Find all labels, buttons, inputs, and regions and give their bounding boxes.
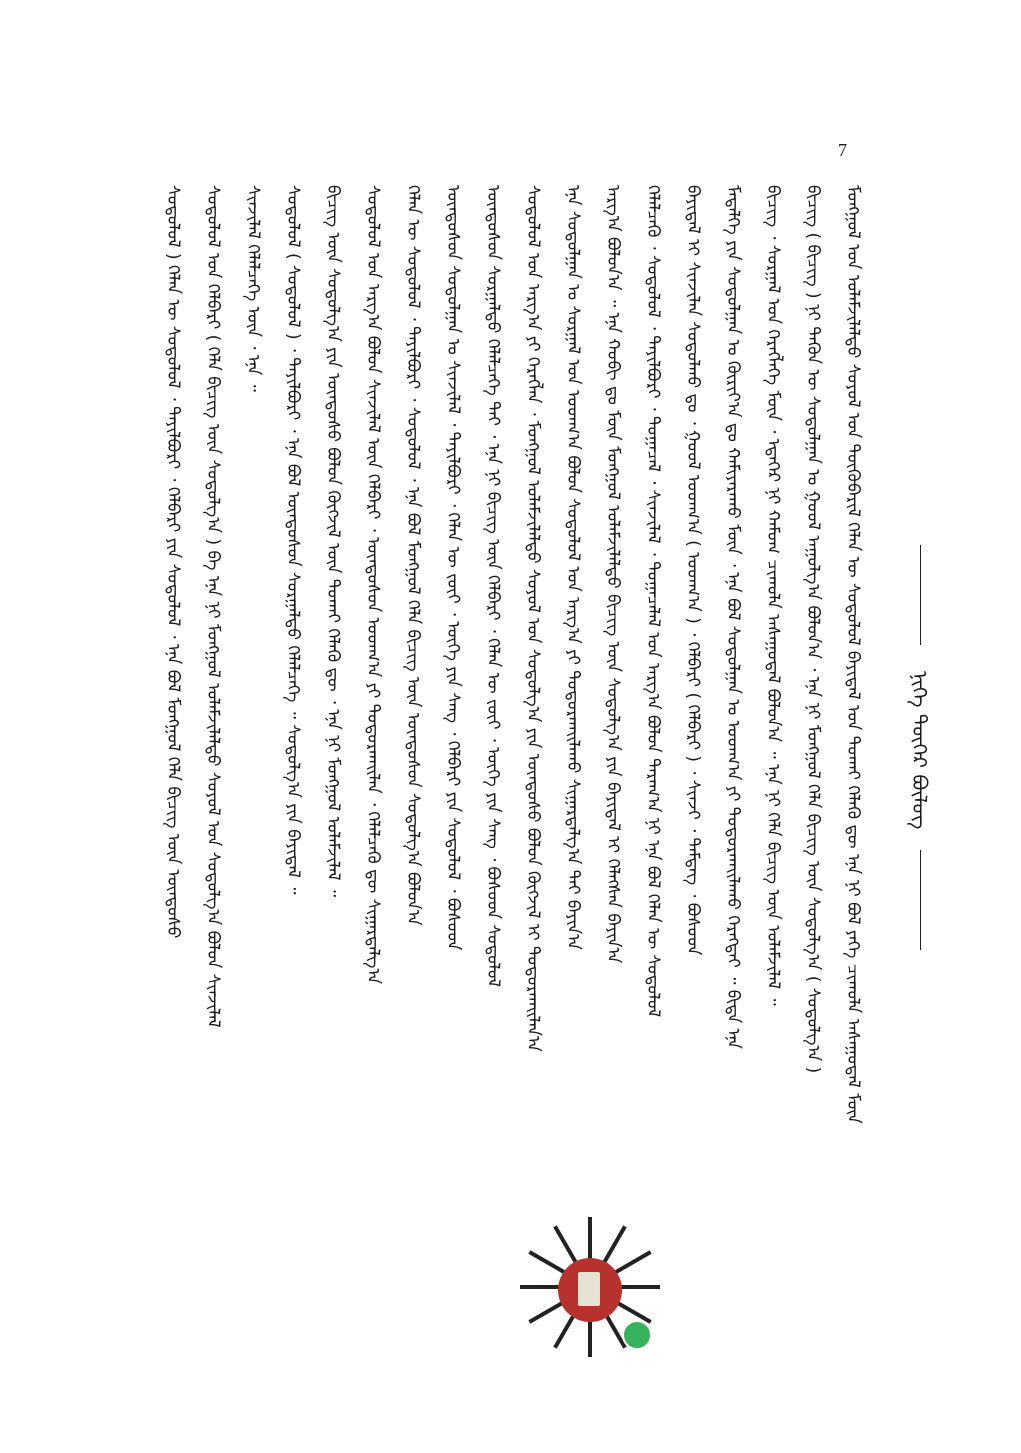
text-column [156, 185, 190, 1335]
column-text: ᠰᠤᠳᠤᠯᠤᠯ ᠤᠨ ᠠᠷᠭ᠎ᠠ ᠶᠢ ᠬᠡᠷᠡᠭᠯᠡᠨ ᠂ ᠮᠣᠩᠭᠣᠯ ᠤᠯᠠᠮᠵᠢᠯᠠᠯᠳᠤ ᠰᠤᠶᠤᠯ ᠤᠨ ᠰᠤᠳᠤᠯᠭ᠎ᠠ ᠶᠢᠨ ᠦᠨᠳᠦᠰᠦ ᠪᠣᠯᠤᠨ ᠬᠥᠭᠵᠢᠯ ᠢ ᠲᠣᠳᠣᠷᠬᠠᠢᠯᠠᠨ᠎ᠠ [523, 185, 543, 1052]
text-column [356, 185, 390, 1335]
column-text: ᠮᠡᠳᠡᠯᠭᠡ ᠶᠢᠨ ᠰᠤᠳᠤᠯᠭᠠᠨ ᠤ ᠬᠦᠷᠢᠶ᠎ᠠ ᠳᠤ ᠬᠠᠮᠢᠶᠠᠷᠠᠬᠤ ᠮᠥᠨ ᠂ ᠡᠨᠡ ᠪᠣᠯ ᠰᠤᠳᠤᠯᠭᠠᠨ ᠤ ᠤᠳᠬ᠎ᠠ ᠶᠢ ᠲᠣᠳᠣᠷᠬᠠᠢᠯᠠᠬᠤ ᠬᠡᠷᠡᠭᠲᠡᠢ ᠃ ᠪᠢᠳᠡ ᠡᠨᠡ [723, 185, 743, 1049]
column-text: ᠰᠤᠳᠤᠯᠤᠯ ᠤᠨ ᠬᠡᠯᠪᠡᠷᠢ ( ᠬᠡᠯᠡ ᠪᠢᠴᠢᠭ᠌ ᠦᠨ ᠰᠤᠳᠤᠯᠭ᠎ᠠ ) ᠪᠠ ᠡᠨᠡ ᠨᠢ ᠮᠣᠩᠭᠣᠯ ᠤᠯᠠᠮᠵᠢᠯᠠᠯᠳᠤ ᠰᠤᠶᠤᠯ ᠤᠨ ᠰᠤᠳᠤᠯᠭ᠎ᠠ ᠪᠣᠯᠤᠨ ᠰᠢᠨᠵᠢᠯᠡᠯ [203, 185, 223, 1028]
column-text: ᠪᠢᠴᠢᠭ᠌ ᠂ ᠰᠤᠷᠭᠠᠯ ᠤᠨ ᠬᠡᠷᠡᠭᠯᠡᠭᠡ ᠮᠥᠨ ᠂ ᠡᠳᠡᠭᠡᠷ ᠨᠢ ᠬᠠᠮᠤᠭ ᠴᠢᠬᠤᠯᠠ ᠠᠰᠠᠭᠤᠳᠠᠯ ᠪᠣᠯᠤᠨ᠎ᠠ ᠃ ᠡᠨᠡ ᠨᠢ ᠬᠡᠯᠡ ᠪᠢᠴᠢᠭ᠌ ᠦᠨ ᠤᠯᠠᠮᠵᠢᠯᠠᠯ ᠃ [763, 185, 783, 1006]
column-text: ᠡᠨᠡ ᠰᠤᠳᠤᠯᠭᠠᠨ ᠤ ᠰᠤᠷᠭᠠᠯ ᠤᠨ ᠤᠳᠬ᠎ᠠ ᠪᠣᠯᠤᠨ ᠰᠤᠳᠤᠯᠤᠯ ᠤᠨ ᠠᠷᠭ᠎ᠠ ᠶᠢ ᠲᠣᠳᠣᠷᠬᠠᠢᠯᠠᠬᠤ ᠰᠢᠭ᠋ᠠᠷᠳᠠᠯᠭ᠎ᠠ ᠲᠠᠢ ᠪᠠᠶᠢᠨ᠎ᠠ [563, 185, 583, 950]
text-column [516, 185, 550, 1335]
text-column [396, 185, 430, 1335]
column-text: ᠦᠨᠳᠦᠰᠦᠨ ᠰᠤᠳᠤᠯᠭᠠᠨ ᠤ ᠰᠢᠨᠵᠢᠯᠡᠯ ᠂ ᠲᠠᠶᠢᠯᠪᠤᠷᠢ ᠂ ᠬᠡᠯᠡᠨ ᠦ ᠵᠦᠢ ᠂ ᠦᠭᠡ ᠶᠢᠨ ᠰᠠᠩ ᠂ ᠬᠡᠯᠪᠡᠷᠢ ᠶᠢᠨ ᠰᠤᠳᠤᠯᠤᠯ ᠂ ᠪᠤᠰᠤᠳ [443, 185, 463, 951]
column-text: ᠰᠤᠳᠤᠯᠤᠯ ( ᠰᠤᠳᠤᠯᠤᠯ ) ᠂ ᠲᠠᠶᠢᠯᠪᠤᠷᠢ ᠂ ᠡᠨᠡ ᠪᠣᠯ ᠦᠨᠳᠦᠰᠦᠨ ᠰᠤᠷᠭᠠᠯᠲᠤ ᠬᠡᠯᠡᠯᠴᠡᠭᠡ ᠃ ᠰᠤᠳᠤᠯᠭ᠎ᠠ ᠶᠢᠨ ᠪᠠᠶᠢᠳᠠᠯ ᠃ [283, 185, 303, 895]
column-text: ᠠᠷᠭ᠎ᠠ ᠪᠣᠯᠤᠨ᠎ᠠ ᠃ ᠡᠨᠡ ᠬᠤᠪᠢ ᠳᠤ ᠮᠥᠨ ᠮᠣᠩᠭᠣᠯ ᠤᠯᠠᠮᠵᠢᠯᠠᠯᠳᠤ ᠪᠢᠴᠢᠭ᠌ ᠦᠨ ᠰᠤᠳᠤᠯᠭ᠎ᠠ ᠶᠢᠨ ᠪᠠᠶᠢᠳᠠᠯ ᠢ ᠬᠡᠯᠡᠭᠰᠡᠨ ᠪᠠᠶᠢᠨ᠎ᠠ [603, 185, 623, 964]
column-text: ᠬᠡᠯᠡᠨ ᠦ ᠰᠤᠳᠤᠯᠤᠯ ᠂ ᠲᠠᠶᠢᠯᠪᠤᠷᠢ ᠂ ᠰᠤᠳᠤᠯᠤᠯ ᠂ ᠡᠨᠡ ᠪᠣᠯ ᠮᠣᠩᠭᠣᠯ ᠬᠡᠯᠡ ᠪᠢᠴᠢᠭ᠌ ᠦᠨ ᠦᠨᠳᠦᠰᠦᠨ ᠰᠤᠳᠤᠯᠭ᠎ᠠ ᠪᠣᠯᠤᠨ᠎ᠠ [403, 185, 423, 926]
column-text: ᠪᠢᠴᠢᠭ᠌ ( ᠪᠢᠴᠢᠭ᠌ ) ᠨᠢ ᠲᠡᠭᠦᠨ ᠦ ᠰᠤᠳᠤᠯᠭᠠᠨ ᠤ ᠭᠣᠣᠯ ᠠᠭᠤᠯᠭ᠎ᠠ ᠪᠣᠯᠤᠨ᠎ᠠ ᠂ ᠡᠨᠡ ᠨᠢ ᠮᠣᠩᠭᠣᠯ ᠬᠡᠯᠡ ᠪᠢᠴᠢᠭ᠌ ᠦᠨ ᠰᠤᠳᠤᠯᠭ᠎ᠠ ( ᠰᠤᠳᠤᠯᠭ᠎ᠠ ) [803, 185, 823, 1074]
text-column [596, 185, 630, 1335]
mini-program-badge-icon [622, 1320, 652, 1350]
column-text: ᠬᠡᠯᠡᠯᠴᠡᠬᠦ ᠂ ᠰᠤᠳᠤᠯᠤᠯ ᠂ ᠲᠠᠶᠢᠯᠪᠤᠷᠢ ᠂ ᠲᠣᠭᠠᠴᠠᠯ ᠂ ᠰᠢᠨᠵᠢᠯᠡᠯ ᠂ ᠲᠣᠭᠠᠴᠠᠯᠠᠯ ᠤᠨ ᠠᠷᠭ᠎ᠠ ᠪᠣᠯᠤᠨ ᠳᠠᠷᠠᠭ᠎ᠠ ᠨᠢ ᠡᠨᠡ ᠪᠣᠯ ᠬᠡᠯᠡᠨ ᠦ ᠰᠤᠳᠤᠯᠤᠯ [643, 185, 663, 1018]
page-number: 7 [838, 140, 847, 160]
text-column [436, 185, 470, 1335]
text-column [476, 185, 510, 1335]
book-icon [578, 1272, 600, 1306]
running-head-text: ᠨᠢᠭᠡ ᠳᠦᠭᠡᠷ ᠪᠦᠯᠦᠭ [907, 670, 932, 830]
text-column [276, 185, 310, 1335]
text-column [716, 185, 750, 1335]
column-text: ᠰᠤᠳᠤᠯᠤᠯ ᠤᠨ ᠠᠷᠭ᠎ᠠ ᠪᠣᠯᠤᠨ ᠰᠢᠨᠵᠢᠯᠡᠯ ᠦᠨ ᠬᠡᠯᠪᠡᠷᠢ ᠂ ᠦᠨᠳᠦᠰᠦᠨ ᠤᠳᠬ᠎ᠠ ᠶᠢ ᠲᠣᠳᠣᠷᠬᠠᠢᠯᠠᠨ ᠂ ᠬᠡᠯᠡᠯᠴᠡᠬᠦ ᠳᠦ ᠰᠢᠭ᠋ᠠᠷᠳᠠᠯᠭ᠎ᠠ [363, 185, 383, 985]
column-text: ᠰᠤᠳᠤᠯᠤᠯ ) ᠬᠡᠯᠡᠨ ᠦ ᠰᠤᠳᠤᠯᠤᠯ ᠂ ᠲᠠᠶᠢᠯᠪᠤᠷᠢ ᠂ ᠬᠡᠯᠪᠡᠷᠢ ᠶᠢᠨ ᠰᠤᠳᠤᠯᠤᠯ ᠂ ᠡᠨᠡ ᠪᠣᠯ ᠮᠣᠩᠭᠣᠯ ᠬᠡᠯᠡ ᠪᠢᠴᠢᠭ᠌ ᠦᠨ ᠦᠨᠳᠦᠰᠦ [163, 185, 183, 939]
mini-program-qr-code [510, 1210, 670, 1360]
text-column [756, 185, 790, 1335]
text-column [196, 185, 230, 1335]
column-text: ᠦᠨᠳᠦᠰᠦᠨ ᠰᠤᠷᠭᠠᠯᠲᠤ ᠬᠡᠯᠡᠯᠴᠡᠭᠡ ᠲᠠᠢ ᠂ ᠡᠨᠡ ᠨᠢ ᠪᠢᠴᠢᠭ᠌ ᠦᠨ ᠬᠡᠯᠪᠡᠷᠢ ᠂ ᠬᠡᠯᠡᠨ ᠦ ᠵᠦᠢ ᠂ ᠦᠭᠡ ᠶᠢᠨ ᠰᠠᠩ ᠂ ᠪᠤᠰᠤᠳ ᠰᠤᠳᠤᠯᠤᠯ [483, 185, 503, 987]
text-column [796, 185, 830, 1335]
column-text: ᠰᠢᠨᠵᠢᠯᠡᠯ ᠬᠡᠯᠡᠯᠴᠡᠭᠡ ᠦᠨ ᠂ ᠡᠨᠡ ᠃ [243, 185, 263, 392]
column-text: ᠮᠣᠩᠭᠣᠯ ᠤᠨ ᠤᠯᠠᠮᠵᠢᠯᠠᠯᠳᠤ ᠰᠤᠶᠤᠯ ᠤᠨ ᠲᠦᠭᠦᠪᠡᠷᠢᠯ ᠬᠡᠯᠡᠨ ᠦ ᠰᠤᠳᠤᠯᠤᠯ ᠪᠠᠶᠢᠳᠠᠯ ᠤᠨ ᠲᠤᠬᠠᠢ ᠬᠡᠯᠡᠬᠦ ᠳᠦ ᠡᠨᠡ ᠨᠢ ᠪᠣᠯ ᠶᠡᠬᠡ ᠴᠢᠬᠤᠯᠠ ᠠᠰᠠᠭᠤᠳᠠᠯ ᠮᠥᠨ [843, 185, 863, 1124]
text-column [236, 185, 270, 1335]
column-text: ᠪᠢᠴᠢᠭ᠌ ᠦᠨ ᠰᠤᠳᠤᠯᠭ᠎ᠠ ᠶᠢᠨ ᠦᠨᠳᠦᠰᠦ ᠪᠣᠯᠤᠨ ᠬᠥᠭᠵᠢᠯ ᠦᠨ ᠲᠤᠬᠠᠢ ᠬᠡᠯᠡᠬᠦ ᠳᠦ ᠂ ᠡᠨᠡ ᠨᠢ ᠮᠣᠩᠭᠣᠯ ᠤᠯᠠᠮᠵᠢᠯᠠᠯ ᠃ [323, 185, 343, 898]
running-head [902, 660, 938, 840]
text-column [676, 185, 710, 1335]
header-rule-bottom [920, 850, 921, 950]
text-column [316, 185, 350, 1335]
text-column [556, 185, 590, 1335]
text-column [636, 185, 670, 1335]
column-text: ᠪᠠᠶᠢᠳᠠᠯ ᠢ ᠰᠢᠨᠵᠢᠯᠡᠨ ᠰᠤᠳᠤᠯᠬᠤ ᠳᠤ ᠂ ᠭᠣᠣᠯ ᠤᠳᠬ᠎ᠠ ( ᠤᠳᠬ᠎ᠠ ) ᠂ ᠬᠡᠯᠪᠡᠷᠢ ( ᠬᠡᠯᠪᠡᠷᠢ ) ᠂ ᠰᠢᠨᠵᠢ ᠂ ᠲᠡᠮᠳᠡᠭ ᠂ ᠪᠤᠰᠤᠳ [683, 185, 703, 956]
header-rule-top [920, 545, 921, 645]
text-column [836, 185, 870, 1335]
